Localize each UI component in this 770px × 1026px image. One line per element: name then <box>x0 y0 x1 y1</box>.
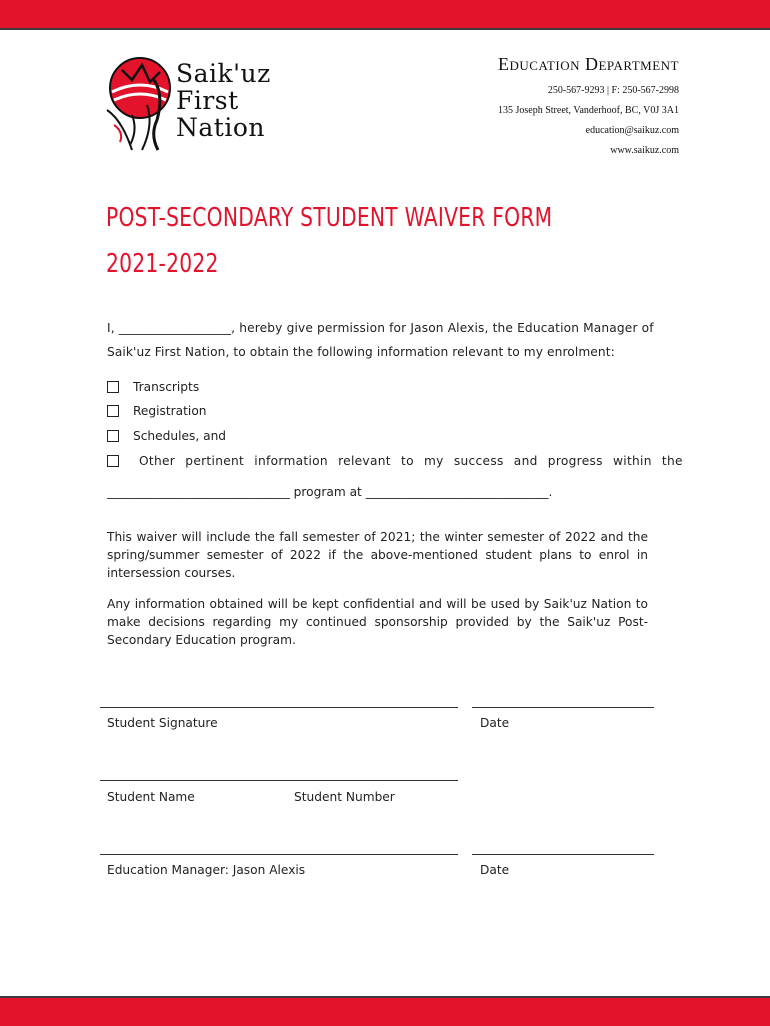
top-red-bar <box>0 0 770 30</box>
date-line-2[interactable] <box>472 854 654 855</box>
student-signature-line[interactable] <box>100 707 458 708</box>
logo-line-3: Nation <box>176 113 265 142</box>
student-name-line[interactable] <box>100 780 458 781</box>
checkbox-box[interactable] <box>107 405 119 417</box>
confidential-paragraph: Any information obtained will be kept confidential and will be used by Saik'uz Nation to make decisions regarding my continued sponsorship provided by the Saik'uz Post-Secondary Education program. <box>107 597 648 647</box>
date-line-1[interactable] <box>472 707 654 708</box>
logo-wordmark <box>176 60 271 141</box>
checkbox-label: Registration <box>133 404 207 418</box>
logo-line-1: Saik'uz <box>176 59 271 88</box>
student-number-label: Student Number <box>294 790 395 804</box>
address: 135 Joseph Street, Vanderhoof, BC, V0J 3A1 <box>497 105 679 116</box>
checkbox-box[interactable] <box>107 430 119 442</box>
manager-signature-line[interactable] <box>100 854 458 855</box>
email-link[interactable]: education@saikuz.com <box>585 125 679 136</box>
logo-line-2: First <box>176 86 239 115</box>
checkbox-label: Schedules, and <box>133 429 227 443</box>
date-label-1: Date <box>480 716 510 730</box>
form-title <box>106 195 552 287</box>
contact-block <box>498 54 679 161</box>
student-name-label: Student Name <box>107 790 195 804</box>
website-link[interactable]: www.saikuz.com <box>610 145 679 156</box>
manager-label: Education Manager: Jason Alexis <box>107 863 306 877</box>
intro-line-1: I, __________________, hereby give permission for Jason Alexis, the Education Manager of <box>107 321 654 335</box>
form-title-line-1: POST-SECONDARY STUDENT WAIVER FORM <box>106 203 553 233</box>
waiver-paragraph: This waiver will include the fall semester of 2021; the winter semester of 2022 and the spring/summer semester of 2022 if the above-mentioned student plans to enrol in intersession courses. <box>107 530 648 580</box>
student-signature-label: Student Signature <box>107 716 218 730</box>
checkbox-box[interactable] <box>107 455 119 467</box>
bottom-red-bar <box>0 996 770 1026</box>
checkbox-label: Transcripts <box>133 380 200 394</box>
department-heading: Education Department <box>498 54 679 74</box>
phone-fax: 250-567-9293 | F: 250-567-2998 <box>547 85 679 96</box>
checkbox-box[interactable] <box>107 381 119 393</box>
checkbox-label: Other pertinent information relevant to my success and progress within the <box>139 454 683 468</box>
program-line: ______________________________ program at ______________________________. <box>107 485 553 499</box>
date-label-2: Date <box>480 863 510 877</box>
intro-line-2: Saik'uz First Nation, to obtain the following information relevant to my enrolment: <box>107 345 615 359</box>
form-title-year: 2021-2022 <box>106 249 219 279</box>
